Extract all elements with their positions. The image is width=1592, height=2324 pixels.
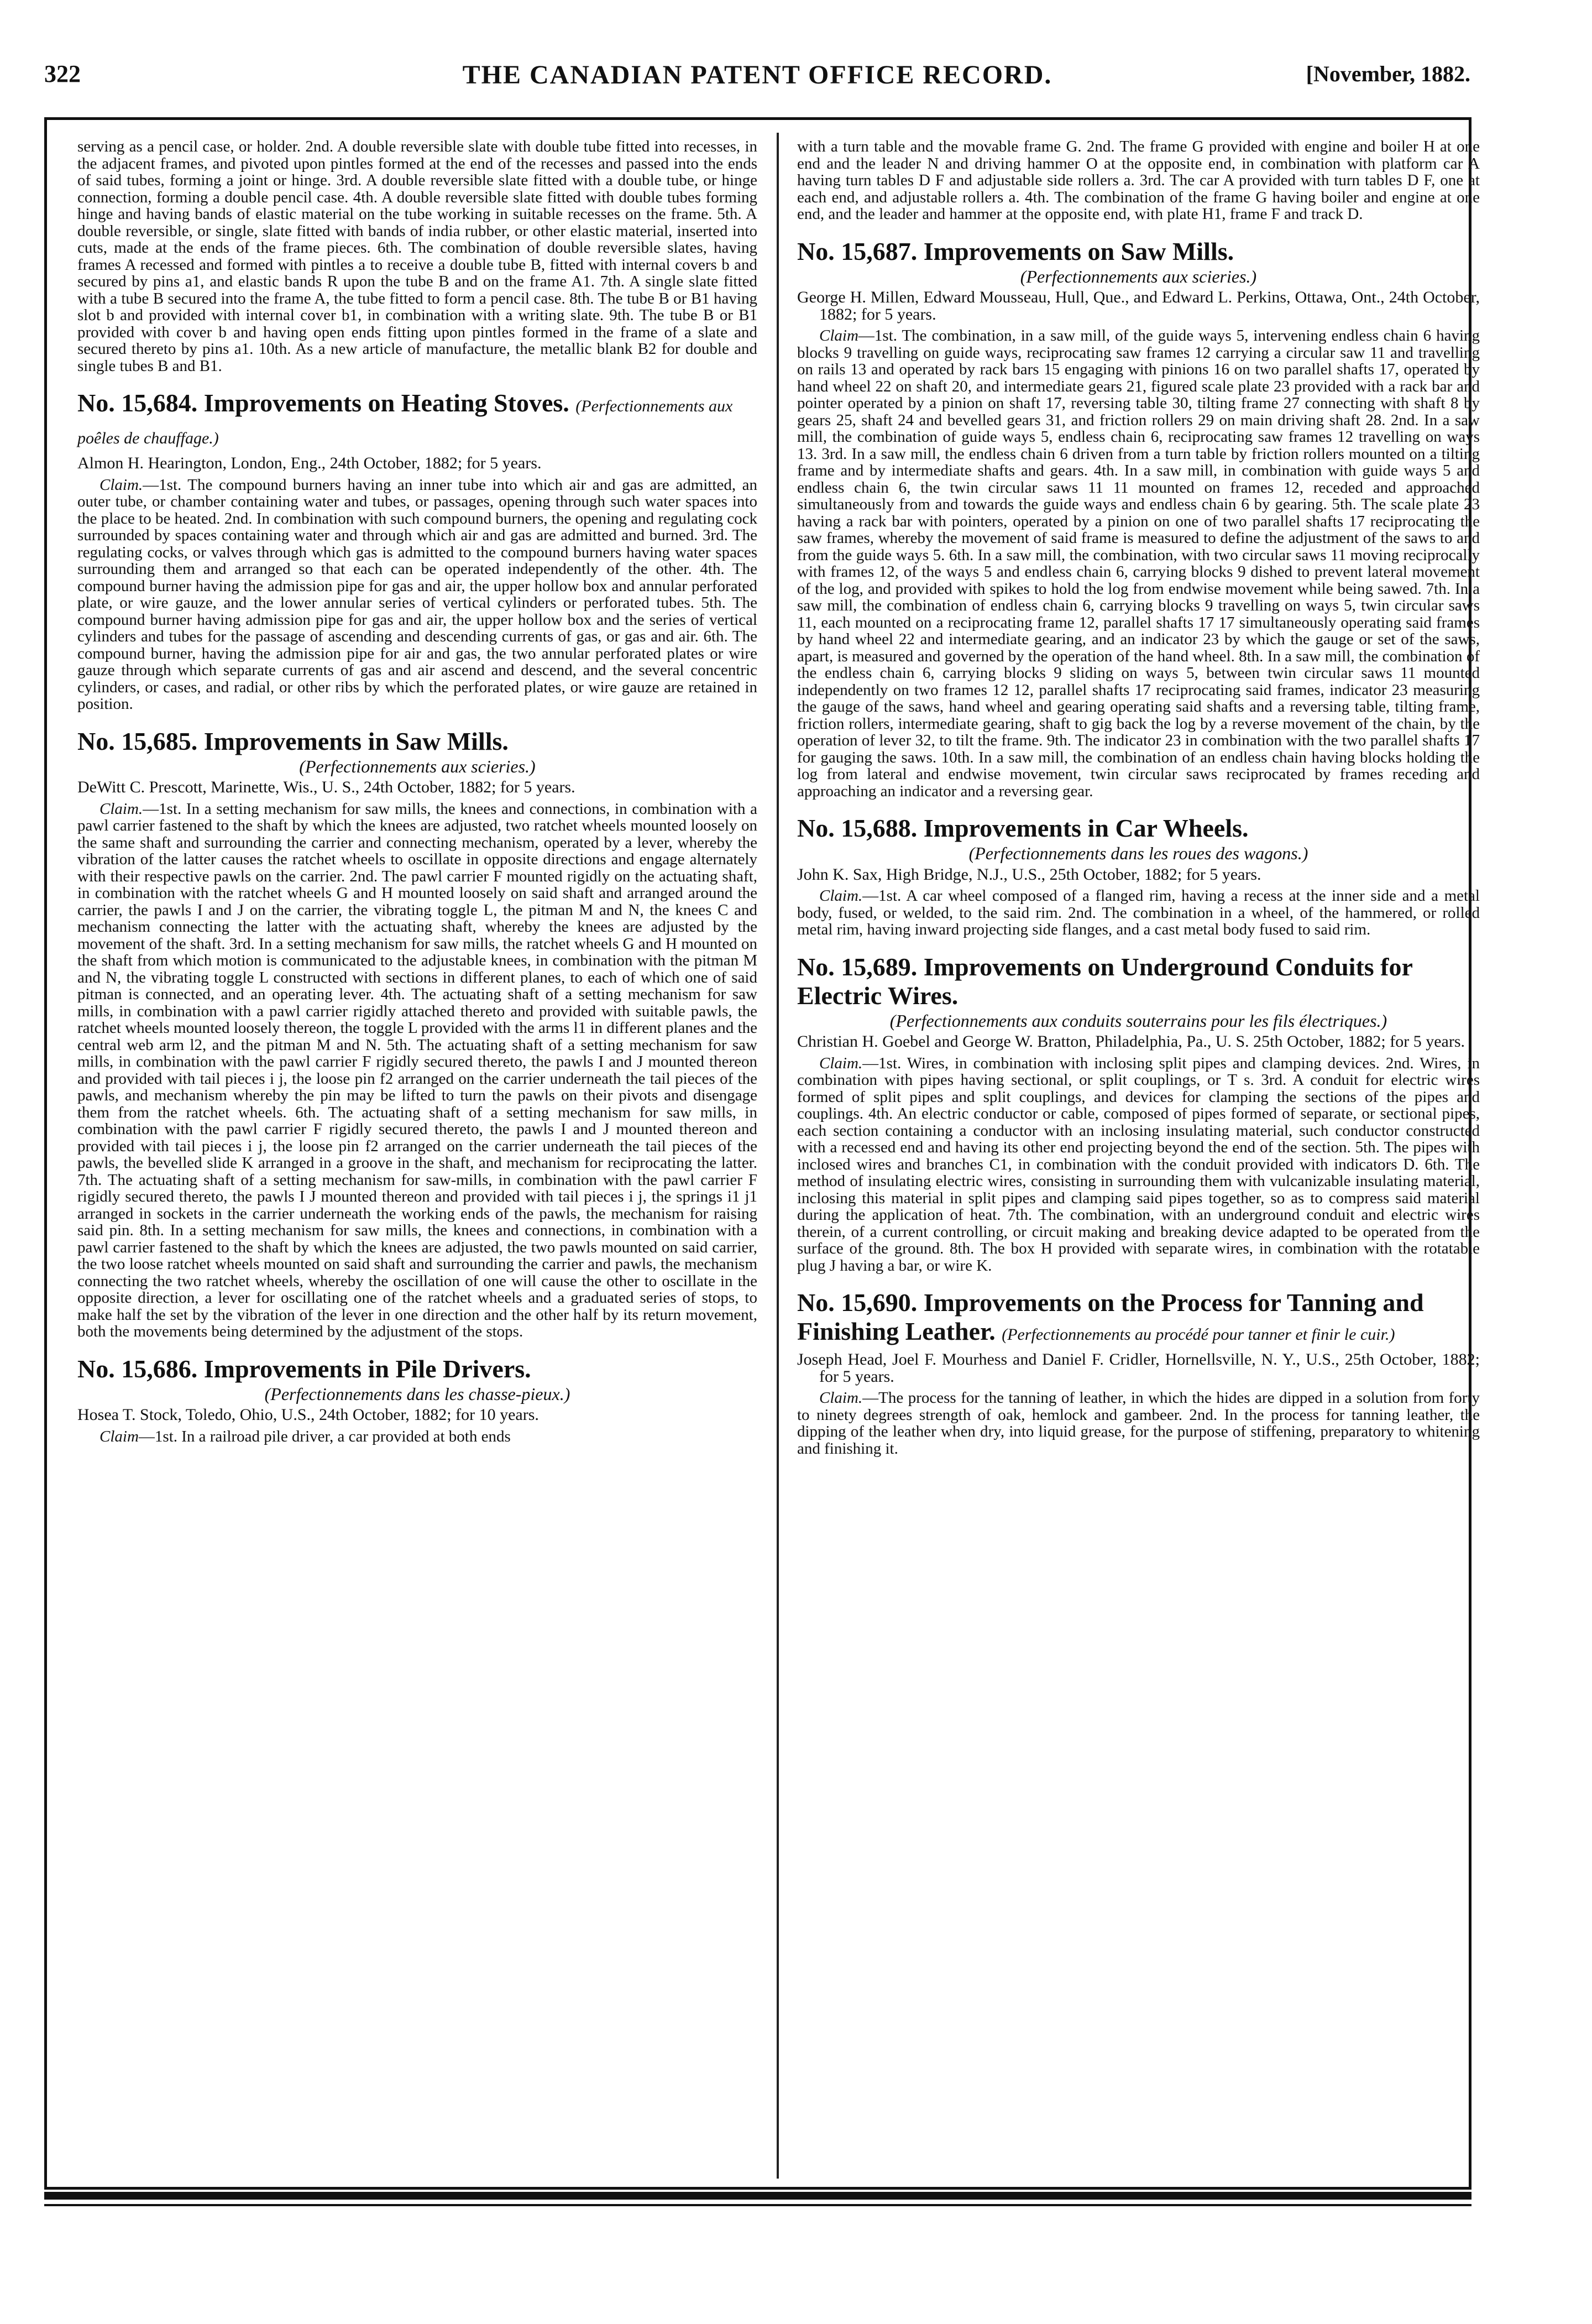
- claim-body: —1st. In a setting mechanism for saw mills, the knees and connections, in combination with a pawl carrier fastened to the shaft by which the knees are adjusted, two ratchet wheels mounted loosely on the same shaft and surrounding the carrier and connecting mechanism, operated by a lever, whereby the vibration of the latter causes the ratchet wheels to oscillate in opposite directions and engage alternately with their respective pawls on the carrier. 2nd. The pawl carrier F mounted rigidly on the actuating shaft, in combination with the ratchet wheels G and H mounted loosely on said shaft and arranged around the carrier, the pawls I and J on the carrier, the vibrating toggle L, the pitman M and N, the knees C and mechanism connecting the latter with the actuating shaft, whereby the knees are adjusted by the movement of the shaft. 3rd. In a setting mechanism for saw mills, the ratchet wheels G and H mounted on the shaft from which motion is communicated to the adjustable knees, in combination with the pitman M and N, the vibrating toggle L constructed with sections in different planes, to each of which one of said pitman is connected, and an operating lever. 4th. The actuating shaft of a setting mechanism for saw mills, in combination with a pawl carrier rigidly attached thereto and provided with suitable pawls, the ratchet wheels mounted loosely thereon, the toggle L provided with the arms l1 in different planes and the central web arm l2, and the pitman M and N. 5th. The actuating shaft of a setting mechanism for saw mills, in combination with the pawl carrier F rigidly secured thereto, the pawls I and J mounted thereon and provided with tail pieces i j, the loose pin f2 arranged on the carrier underneath the tail pieces of the pawls, and mechanism whereby the pin may be lifted to turn the pawls on their pivots and disengage them from the ratchet wheels. 6th. The actuating shaft of a setting mechanism for saw mills, in combination with the pawl carrier F rigidly secured thereto, the pawls I and J mounted thereon and provided with tail pieces i j, the loose pin f2 arranged on the carrier underneath the tail pieces of the pawls, the bevelled slide K arranged in a groove in the shaft, and mechanism for reciprocating the latter. 7th. The actuating shaft of a setting mechanism for saw-mills, in combination with the pawl carrier F rigidly secured thereto, the pawls I J mounted thereon and provided with tail pieces i j, the springs i1 j1 arranged in sockets in the carrier underneath the working ends of the pawls, the mechanism for raising said pin. 8th. In a setting mechanism for saw mills, the knees and connections, in combination with a pawl carrier fastened to the shaft by which the knees are adjusted, the two pawls mounted on said carrier, the two loose ratchet wheels mounted on said shaft and surrounding the carrier and pawls, the mechanism connecting the two ratchet wheels, whereby the oscillation of one will cause the other to oscillate in the opposite direction, a lever for oscillating one of the ratchet wheels and a graduated series of stops, to make half the set by the vibration of the lever in one direction and the other half by its return movement, both the movements being determined by the adjustment of the stops.: [77, 800, 757, 1340]
- left-column: [77, 138, 757, 1448]
- patent-title: Improvements in Saw Mills.: [203, 727, 509, 755]
- patent-number: No. 15,686.: [77, 1354, 198, 1383]
- claim-text: [77, 801, 757, 1340]
- claim-body: —1st. The combination, in a saw mill, of the guide ways 5, intervening endless chain 6 having blocks 9 travelling on guide ways, reciprocating saw frames 12 carrying a circular saw 11 and travelling on rails 13 and operated by rack bars 15 engaging with pinions 16 on two parallel shafts 17, operated by hand wheel 22 on shaft 20, and intermediate gears 21, figured scale plate 23 provided with a rack bar and pointer operated by a pinion on shaft 17, reversing table 30, tilting frame 27 connecting with shaft 8 by gears 25, shaft 24 and bevelled gears 31, and friction rollers 29 on main driving shaft 28. 2nd. In a saw mill, the combination of guide ways 5, endless chain 6, reciprocating saw frames 12 travelling on ways 13. 3rd. In a saw mill, the endless chain 6 driven from a turn table by friction rollers mounted on a tilting frame and by intermediate shafts and gears. 4th. In a saw mill, in combination with guide ways 5 and endless chain 6, the twin circular saws 11 11 mounted on frames 12, receded and approached simultaneously from and towards the guide ways and endless chain 6 by gearing. 5th. The scale plate 23 having a rack bar with pointers, operated by a pinion on one of two parallel shafts 17 reciprocating the saw frames, whereby the movement of said frame is measured to define the adjustment of the saws to and from the guide ways 5. 6th. In a saw mill, the combination, with two circular saws 11 moving reciprocally with frames 12, of the ways 5 and endless chain 6, carrying blocks 9 dished to prevent lateral movement of the log, and provided with spikes to hold the log from endwise movement while being sawed. 7th. In a saw mill, the combination of endless chain 6, carrying blocks 9 travelling on ways 5, twin circular saws 11, each mounted on a reciprocating frame 12, parallel shafts 17 17 simultaneously operating said frames by hand wheel 22 and intermediate gearing, and an indicator 23 by which the gauge or set of the saws, apart, is measured and governed by the operation of the hand wheel. 8th. In a saw mill, the combination of the endless chain 6, carrying blocks 9 sliding on ways 5, between twin circular saws 11 mounted independently on two frames 12 12, parallel shafts 17 reciprocating said frames, indicator 23 measuring the gauge of the saws, hand wheel and gearing operating said shafts and a reversing table, tilting frame, friction rollers, intermediate gearing, shaft to gig back the log by a reverse movement of the chain, by the operation of lever 32, to tilt the frame. 9th. The indicator 23 in combination with the two parallel shafts 17 for gauging the saws. 10th. In a saw mill, the combination of an endless chain having blocks holding the log from lateral and endwise movement, twin circular saws reciprocated by frames receding and approaching an indicator and a reversing gear.: [797, 327, 1480, 800]
- patent-heading: [797, 814, 1480, 843]
- claim-label: Claim.: [819, 1389, 863, 1407]
- patent-heading: [77, 727, 757, 756]
- patent-title: Improvements on Heating Stoves.: [203, 389, 569, 417]
- right-column: [797, 138, 1480, 1460]
- patent-title: Improvements on Saw Mills.: [923, 237, 1234, 265]
- claim-label: Claim: [819, 327, 858, 344]
- claim-label: Claim.: [100, 476, 143, 494]
- patent-15688: [797, 814, 1480, 938]
- patent-title: Improvements in Pile Drivers.: [203, 1354, 531, 1383]
- patentee-line: Almon H. Hearington, London, Eng., 24th October, 1882; for 5 years.: [77, 454, 542, 472]
- patent-french-title: (Perfectionnements aux scieries.): [299, 756, 536, 776]
- patent-heading: [77, 389, 757, 453]
- bottom-rule-thick: [44, 2192, 1471, 2200]
- patent-number: No. 15,685.: [77, 727, 198, 755]
- patent-number: No. 15,690.: [797, 1288, 918, 1317]
- claim-text: [77, 477, 757, 713]
- issue-date: [November, 1882.: [1306, 61, 1470, 86]
- column-divider: [777, 133, 779, 2179]
- page-number: 322: [44, 60, 81, 87]
- patentee-line: Christian H. Goebel and George W. Bratton, Philadelphia, Pa., U. S. 25th October, 1882; for 5 years.: [797, 1032, 1465, 1051]
- bottom-rule-thin: [44, 2204, 1471, 2206]
- claim-body: —The process for the tanning of leather, in which the hides are dipped in a solution from forty to ninety degrees strength of oak, hemlock and gambeer. 2nd. In the process for tanning leather, the dipping of the leather when dry, into liquid grease, for the purpose of stiffening, preparatory to whitening and finishing it.: [797, 1389, 1480, 1458]
- patent-15690: [797, 1288, 1480, 1457]
- patentee-line: George H. Millen, Edward Mousseau, Hull, Que., and Edward L. Perkins, Ottawa, Ont., 24th October, 1882; for 5 years.: [797, 288, 1480, 323]
- page-header: [44, 54, 1470, 98]
- patent-number: No. 15,684.: [77, 389, 198, 417]
- claim-label: Claim: [100, 1427, 139, 1445]
- claim-label: Claim.: [100, 800, 143, 818]
- patent-15687: [797, 237, 1480, 800]
- patent-15685: [77, 727, 757, 1340]
- patent-french-title: (Perfectionnements dans les chasse-pieux.): [264, 1383, 570, 1404]
- patent-title: Improvements in Car Wheels.: [923, 814, 1249, 842]
- claim-body: —1st. In a railroad pile driver, a car provided at both ends: [138, 1427, 511, 1445]
- patent-french-title: (Perfectionnements aux poêles de chauffage.): [77, 397, 733, 447]
- patent-heading: [797, 953, 1480, 1010]
- patent-number: No. 15,688.: [797, 814, 918, 842]
- patentee-line: DeWitt C. Prescott, Marinette, Wis., U. S., 24th October, 1882; for 5 years.: [77, 778, 575, 796]
- patentee-line: Joseph Head, Joel F. Mourhess and Daniel F. Cridler, Hornellsville, N. Y., U.S., 25th October, 1882; for 5 years.: [797, 1350, 1480, 1386]
- patent-title: Improvements on Underground Conduits for Electric Wires.: [797, 952, 1413, 1010]
- patent-number: No. 15,687.: [797, 237, 918, 265]
- patent-heading: [77, 1355, 757, 1383]
- patent-15684: [77, 389, 757, 713]
- claim-text: [797, 1055, 1480, 1275]
- patent-heading: [797, 237, 1480, 266]
- patentee-line: John K. Sax, High Bridge, N.J., U.S., 25th October, 1882; for 5 years.: [797, 865, 1261, 884]
- patent-french-title: (Perfectionnements dans les roues des wagons.): [968, 843, 1308, 863]
- claim-text: [797, 327, 1480, 800]
- continued-claim-text: with a turn table and the movable frame G. 2nd. The frame G provided with engine and boiler H at one end and the leader N and driving hammer O at the opposite end, in combination with platform car A having turn tables D F and adjustable side rollers a. 3rd. The car A provided with turn tables D F, one at each end, and adjustable rollers a. 4th. The combination of the frame G having boiler and engine at one end, and the leader and hammer at the opposite end, with plate H1, frame F and track D.: [797, 138, 1480, 223]
- patent-heading: [797, 1288, 1480, 1349]
- claim-text: [797, 1390, 1480, 1457]
- patent-french-title: (Perfectionnements au procédé pour tanner et finir le cuir.): [1002, 1325, 1395, 1344]
- patentee-line: Hosea T. Stock, Toledo, Ohio, U.S., 24th October, 1882; for 10 years.: [77, 1406, 539, 1424]
- patent-15686: [77, 1355, 757, 1445]
- claim-label: Claim.: [819, 887, 863, 905]
- claim-body: —1st. The compound burners having an inner tube into which air and gas are admitted, an outer tube, or chamber containing water and tubes, or passages, opening through such water spaces into the place to be heated. 2nd. In combination with such compound burners, the opening and regulating cock surrounded by spaces containing water and through which air and gas are admitted and burned. 3rd. The regulating cocks, or valves through which gas is admitted to the compound burners having water spaces surrounding them and arranged so that each can be operated independently of the other. 4th. The compound burner having the admission pipe for gas and air, the upper hollow box and annular perforated plate, or wire gauze, and the lower annular series of vertical cylinders or perforated tubes. 5th. The compound burner having admission pipe for gas and air, the upper hollow box and the series of vertical cylinders and tubes for the passage of ascending and descending currents of gas, or gas and air. 6th. The compound burner, having the admission pipe for air and gas, the two annular perforated plates or wire gauze through which separate currents of gas and air ascend and descend, and the several concentric cylinders, or cases, and radial, or other ribs by which the perforated plates, or wire gauze are retained in position.: [77, 476, 757, 713]
- patent-15689: [797, 953, 1480, 1275]
- claim-text: [797, 887, 1480, 938]
- claim-text: [77, 1428, 757, 1445]
- patent-french-title: (Perfectionnements aux conduits souterrains pour les fils électriques.): [889, 1010, 1387, 1031]
- continued-claim-text: serving as a pencil case, or holder. 2nd. A double reversible slate with double tube fitted into recesses, in the adjacent frames, and pivoted upon pintles formed at the end of the recesses and passed into the ends of said tubes, forming a joint or hinge. 3rd. A double reversible slate fitted with a double tube, or hinge connection, forming a double pencil case. 4th. A double reversible slate fitted with double tubes forming hinge and having bands of elastic material on the tube working in suitable recesses on the frame. 5th. A double reversible, or single, slate fitted with bands of india rubber, or other elastic material, inserted into cuts, made at the ends of the frame pieces. 6th. The combination of double reversible slates, having frames A recessed and formed with pintles a to receive a double tube B, fitted with internal covers b and secured by pins a1, and elastic bands R upon the tube B and on the frame A1. 7th. A single slate fitted with a tube B secured into the frame A, the tube fitted to form a pencil case. 8th. The tube B or B1 having slot b and provided with internal cover b1, in combination with a writing slate. 9th. The tube B or B1 provided with cover b and having open ends fitting upon pintles formed in the frame of a slate and secured thereto by pins a1. 10th. As a new article of manufacture, the metallic blank B2 for double and single tubes B and B1.: [77, 138, 757, 375]
- patent-french-title: (Perfectionnements aux scieries.): [1020, 266, 1257, 286]
- claim-label: Claim.: [819, 1054, 863, 1072]
- publication-title: THE CANADIAN PATENT OFFICE RECORD.: [462, 60, 1052, 90]
- patent-number: No. 15,689.: [797, 952, 918, 981]
- patent-title: Improvements on the Process for Tanning and Finishing Leather.: [797, 1288, 1424, 1345]
- claim-body: —1st. Wires, in combination with inclosing split pipes and clamping devices. 2nd. Wires, in combination with pipes having sectional, or split couplings, or T s. 3rd. A conduit for electric wires formed of split pipes and split couplings, and devices for clamping the sections of the pipes and couplings. 4th. An electric conductor or cable, composed of pipes formed of separate, or sectional pipes, each section containing a conductor with an inclosing insulating material, such conductor constructed with a recessed end and having its other end projecting beyond the end of the section. 5th. The pipes with inclosed wires and branches C1, in combination with the conduit provided with indicators D. 6th. The method of insulating electric wires, consisting in surrounding them with vulcanizable insulating material, inclosing this material in split pipes and clamping said pipes together, so as to compress said material during the application of heat. 7th. The combination, with an underground conduit and electric wires therein, of a current controlling, or circuit making and breaking device adapted to be operated from the surface of the ground. 8th. The box H provided with separate wires, in combination with the rotatable plug J having a bar, or wire K.: [797, 1054, 1480, 1275]
- claim-body: —1st. A car wheel composed of a flanged rim, having a recess at the inner side and a metal body, fused, or welded, to the said rim. 2nd. The combination in a wheel, of the hammered, or rolled metal rim, having inward projecting side flanges, and a cast metal body fused to said rim.: [797, 887, 1480, 938]
